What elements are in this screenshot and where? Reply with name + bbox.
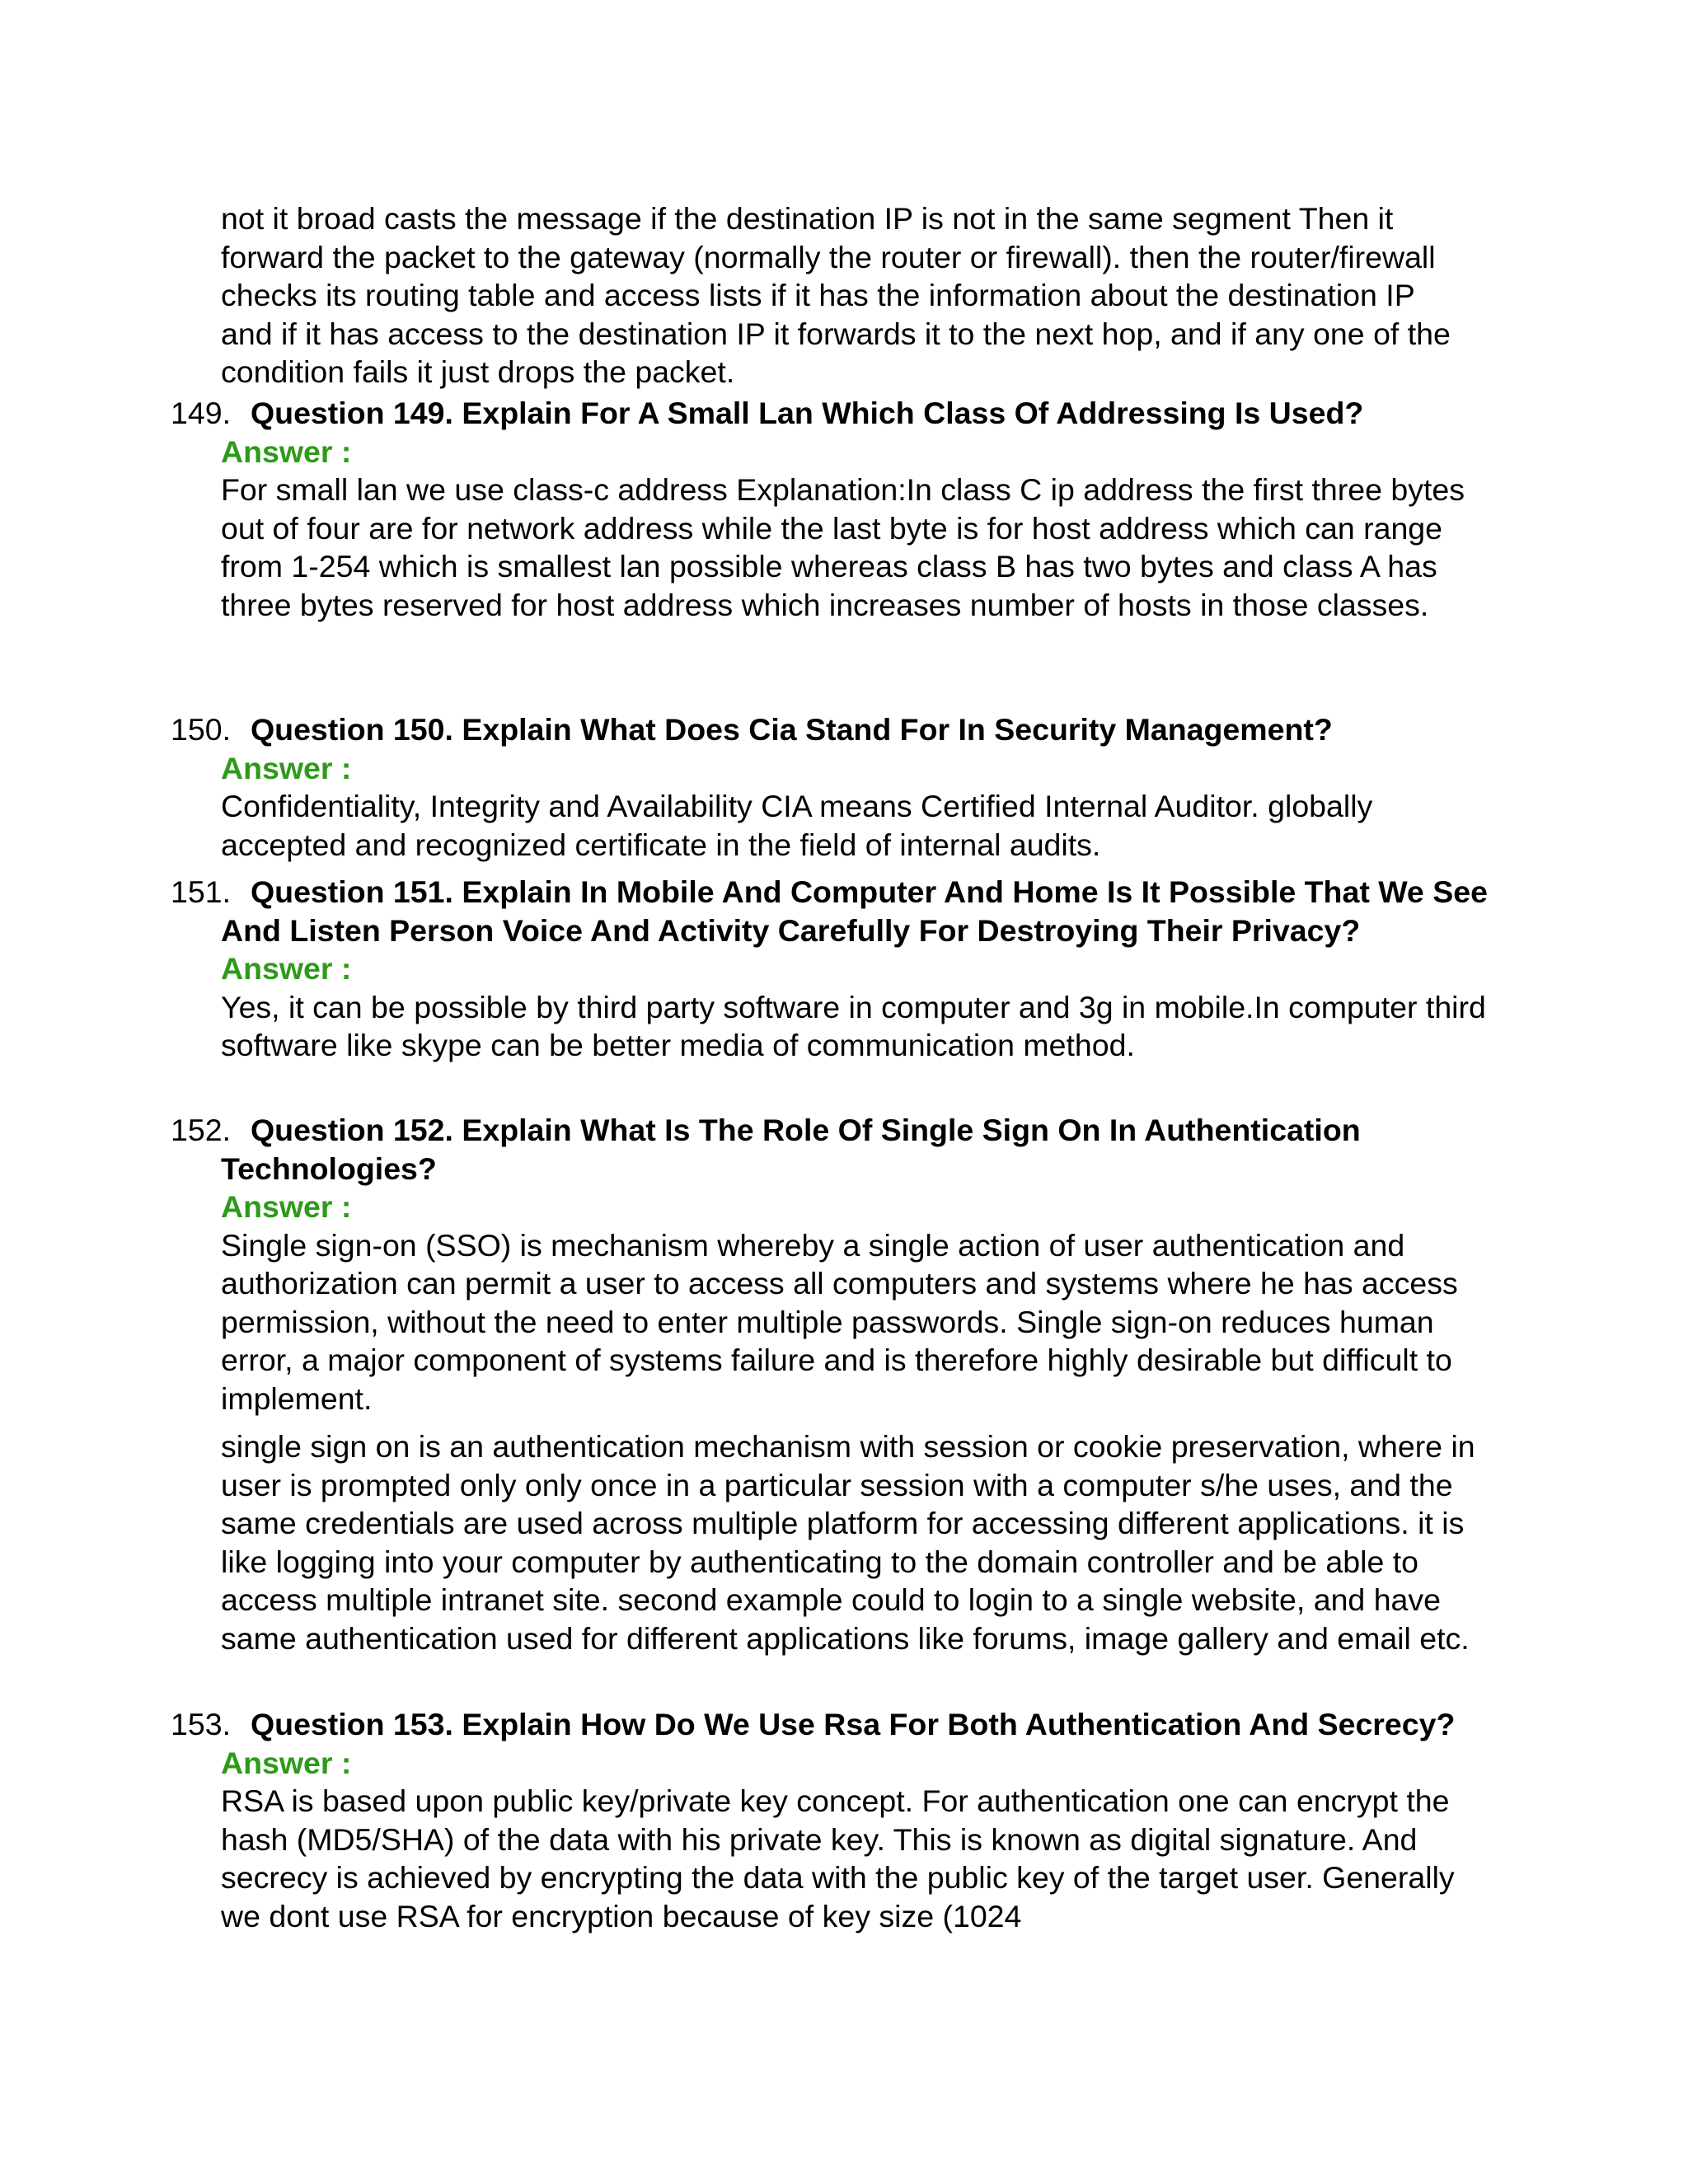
question-title: Question 150. Explain What Does Cia Stand For In Security Management? bbox=[251, 712, 1333, 747]
answer-label: Answer : bbox=[221, 1745, 352, 1780]
question-title: Question 151. Explain In Mobile And Computer And Home Is It Possible That We See And Listen Person Voice And Activity Carefully For Destroying Their Privacy? bbox=[221, 874, 1488, 948]
question-number: 150. bbox=[171, 712, 231, 747]
question-block-151 bbox=[171, 873, 1489, 1065]
answer-label: Answer : bbox=[221, 1189, 352, 1224]
question-block-150 bbox=[171, 710, 1489, 864]
question-title: Question 152. Explain What Is The Role Of Single Sign On In Authentication Technologies? bbox=[221, 1113, 1361, 1186]
question-heading bbox=[171, 710, 1489, 749]
answer-text: Yes, it can be possible by third party software in computer and 3g in mobile.In computer third software like skype can be better media of communication method. bbox=[221, 989, 1486, 1062]
question-title: Question 153. Explain How Do We Use Rsa For Both Authentication And Secrecy? bbox=[251, 1707, 1456, 1741]
question-block-152 bbox=[171, 1111, 1489, 1657]
answer-text: Confidentiality, Integrity and Availability CIA means Certified Internal Auditor. globally accepted and recognized certificate in the field of internal audits. bbox=[221, 789, 1373, 862]
question-block-149 bbox=[171, 394, 1489, 624]
question-heading bbox=[171, 873, 1489, 949]
answer-label: Answer : bbox=[221, 750, 352, 785]
question-heading bbox=[171, 1111, 1489, 1188]
question-heading bbox=[171, 394, 1489, 433]
answer-text: Single sign-on (SSO) is mechanism whereby a single action of user authentication and authorization can permit a user to access all computers and systems where he has access permission, without the need to enter multiple passwords. Single sign-on reduces human error, a major component of systems failure and is therefore highly desirable but difficult to implement. bbox=[221, 1227, 1458, 1416]
question-block-153 bbox=[171, 1705, 1489, 1935]
answer-text: RSA is based upon public key/private key concept. For authentication one can encrypt the hash (MD5/SHA) of the data with his private key. This is known as digital signature. And secrecy is achieved by encrypting the data with the public key of the target user. Generally we dont use RSA for encryption because of key size (1024 bbox=[221, 1783, 1455, 1933]
answer-text-continued: single sign on is an authentication mechanism with session or cookie preservation, where in user is prompted only only once in a particular session with a computer s/he uses, and the same credentials are used across multiple platform for accessing different applications. it is like logging into your computer by authenticating to the domain controller and be able to access multiple intranet site. second example could to login to a single website, and have same authentication used for different applications like forums, image gallery and email etc. bbox=[221, 1429, 1475, 1656]
question-number: 153. bbox=[171, 1707, 231, 1741]
answer-label: Answer : bbox=[221, 434, 352, 469]
question-heading bbox=[171, 1705, 1489, 1744]
intro-paragraph: not it broad casts the message if the destination IP is not in the same segment Then it forward the packet to the gateway (normally the router or firewall). then the router/firewall checks its routing table and access lists if it has the information about the destination IP and if it has access to the destination IP it forwards it to the next hop, and if any one of the condition fails it just drops the packet. bbox=[221, 201, 1451, 389]
question-number: 149. bbox=[171, 396, 231, 430]
question-number: 152. bbox=[171, 1113, 231, 1147]
answer-label: Answer : bbox=[221, 951, 352, 986]
question-number: 151. bbox=[171, 874, 231, 909]
question-title: Question 149. Explain For A Small Lan Which Class Of Addressing Is Used? bbox=[251, 396, 1364, 430]
answer-text: For small lan we use class-c address Explanation:In class C ip address the first three bytes out of four are for network address while the last byte is for host address which can range from 1-254 which is smallest lan possible whereas class B has two bytes and class A has three bytes reserved for host address which increases number of hosts in those classes. bbox=[221, 472, 1465, 622]
